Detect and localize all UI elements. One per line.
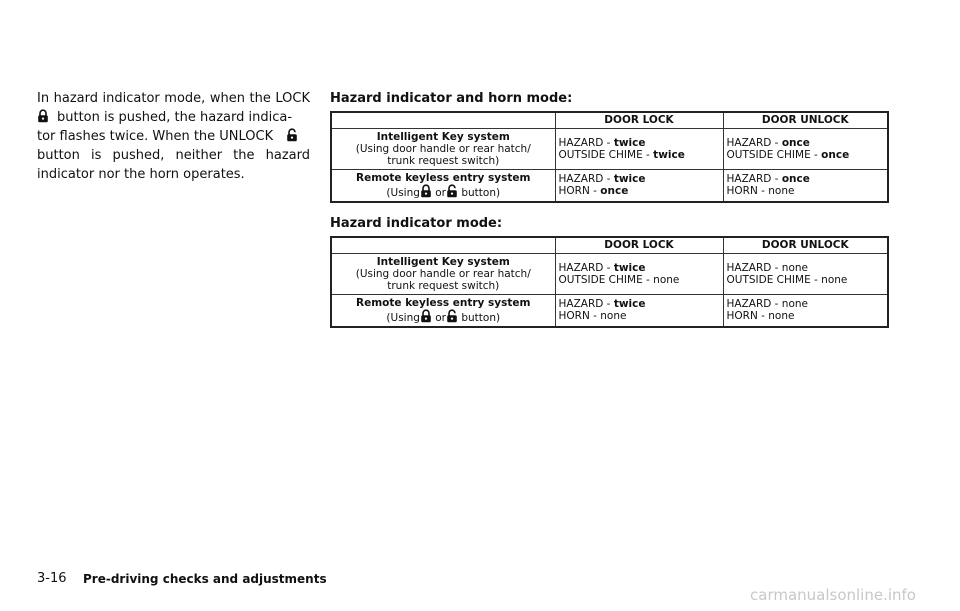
or-text: or (435, 311, 446, 324)
button-text: button) (461, 186, 501, 199)
value-label: HAZARD - (558, 298, 614, 310)
lock-icon (420, 184, 432, 198)
value-emphasis: twice (613, 261, 646, 274)
lock-cell (555, 294, 723, 327)
table-row (331, 294, 888, 327)
door-lock-header: DOOR LOCK (555, 237, 723, 253)
system-desc (334, 184, 553, 199)
system-cell (331, 253, 555, 294)
value-label: HAZARD - (726, 173, 782, 185)
value-line: HORN - none (726, 310, 795, 322)
or-text: or (435, 186, 446, 199)
value-label: OUTSIDE CHIME - (726, 148, 822, 161)
paragraph-line: tor flashes twice. When the UNLOCK (37, 129, 274, 144)
value-line: HORN - none (726, 185, 795, 197)
lock-icon (420, 309, 432, 323)
using-text: (Using (386, 311, 420, 324)
table-row (331, 169, 888, 202)
value-emphasis: once (781, 173, 810, 185)
value-emphasis: twice (613, 298, 646, 310)
paragraph-line: button is pushed, neither the hazard (37, 148, 310, 163)
hazard-mode-table (330, 236, 889, 328)
value-label: OUTSIDE CHIME - (558, 148, 654, 161)
door-unlock-header: DOOR UNLOCK (723, 112, 888, 128)
lock-cell (555, 169, 723, 202)
footer-section-title: Pre-driving checks and adjustments (83, 572, 327, 586)
system-name: Intelligent Key system (376, 130, 510, 143)
door-lock-header: DOOR LOCK (555, 112, 723, 128)
paragraph-line: button is pushed, the hazard indica- (57, 110, 293, 125)
system-desc: (Using door handle or rear hatch/ (355, 142, 531, 155)
value-label: HAZARD - (558, 173, 614, 185)
door-unlock-header: DOOR UNLOCK (723, 237, 888, 253)
section-heading-hazard-mode: Hazard indicator mode: (330, 216, 503, 231)
value-line: OUTSIDE CHIME - none (558, 273, 680, 286)
page-number: 3-16 (37, 571, 67, 586)
value-emphasis: twice (613, 173, 646, 185)
unlock-cell (723, 169, 888, 202)
system-cell (331, 128, 555, 169)
unlock-cell (723, 128, 888, 169)
unlock-icon (446, 184, 458, 198)
value-line: HAZARD - none (726, 261, 808, 274)
value-label: HORN - (558, 185, 601, 197)
system-desc: trunk request switch) (387, 154, 500, 167)
value-line: HORN - none (558, 310, 627, 322)
system-desc (334, 309, 553, 324)
value-line: OUTSIDE CHIME - none (726, 273, 848, 286)
watermark: carmanualsonline.info (750, 586, 916, 604)
value-emphasis: once (821, 148, 850, 161)
paragraph-line: In hazard indicator mode, when the LOCK (37, 91, 310, 106)
lock-cell (555, 128, 723, 169)
value-emphasis: twice (613, 136, 646, 149)
button-text: button) (461, 311, 501, 324)
lock-cell (555, 253, 723, 294)
body-paragraph (37, 89, 310, 184)
table-row (331, 253, 888, 294)
system-name: Intelligent Key system (376, 255, 510, 268)
table-header-row (331, 237, 888, 253)
using-text: (Using (386, 186, 420, 199)
value-label: HAZARD - (558, 261, 614, 274)
value-emphasis: once (781, 136, 810, 149)
value-emphasis: once (600, 185, 629, 197)
paragraph-line-with-icon (37, 127, 310, 146)
unlock-cell (723, 253, 888, 294)
unlock-icon (446, 309, 458, 323)
value-label: HAZARD - (558, 136, 614, 149)
unlock-cell (723, 294, 888, 327)
table-header-row (331, 112, 888, 128)
empty-header-cell (331, 237, 555, 253)
lock-icon (37, 109, 49, 123)
table-row (331, 128, 888, 169)
value-line: HAZARD - none (726, 298, 808, 310)
system-cell (331, 169, 555, 202)
system-name: Remote keyless entry system (356, 296, 531, 309)
paragraph-line-with-icon (37, 108, 310, 127)
value-label: HAZARD - (726, 136, 782, 149)
system-cell (331, 294, 555, 327)
paragraph-line: indicator nor the horn operates. (37, 167, 245, 182)
unlock-icon (286, 128, 298, 142)
system-desc: trunk request switch) (387, 279, 500, 292)
value-emphasis: twice (653, 148, 685, 161)
empty-header-cell (331, 112, 555, 128)
system-name: Remote keyless entry system (356, 171, 531, 184)
horn-mode-table (330, 111, 889, 203)
system-desc: (Using door handle or rear hatch/ (355, 267, 531, 280)
section-heading-horn-mode: Hazard indicator and horn mode: (330, 91, 573, 106)
